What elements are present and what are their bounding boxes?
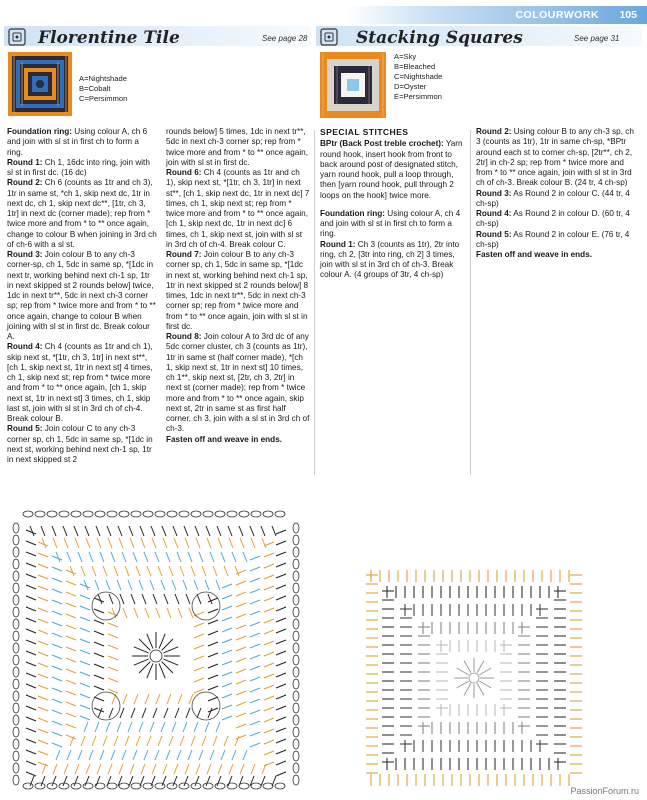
instruction-para: Round 5: As Round 2 in colour E. (76 tr, 4 ch-sp) xyxy=(476,229,630,249)
chapter-title: COLOURWORK xyxy=(515,9,599,21)
page-number: 105 xyxy=(619,9,637,21)
instruction-para: Round 1: Ch 3 (counts as 1tr), 2tr into ring, ch 2, [3tr into ring, ch 2] 3 times, join with sl st in 3rd ch of ch-3. Break colour A. (4 groups of 3tr, 4 ch-sp) xyxy=(320,239,460,280)
right-instructions-col-1 xyxy=(320,127,466,281)
chart-stitch-grid xyxy=(366,570,582,786)
column-divider xyxy=(470,130,471,475)
header-bar xyxy=(347,6,647,24)
legend-item: A=Sky xyxy=(394,52,417,61)
instruction-para: BPtr (Back Post treble crochet): Yarn round hook, insert hook from front to back around post of designated stitch, yarn round hook, pull a loop through, then [yarn round hook, pull through 2 loops on the hook] twice more. xyxy=(320,139,463,200)
stacking-squares-crochet-chart xyxy=(358,562,590,790)
instruction-para: rounds below] 5 times, 1dc in next tr**, 5dc in next ch-3 corner sp; rep from * twice more and from * to ** once again, join with sl st in first dc. xyxy=(166,127,308,167)
stacking-squares-swatch xyxy=(320,52,386,118)
left-see-page: See page 28 xyxy=(262,34,308,43)
instruction-para: Round 5: Join colour C to any ch-3 corner sp, ch 1, 5dc in same sp, *[1dc in next st, working behind next ch-1 sp, 1tr in next skipped st 2 xyxy=(7,424,153,464)
watermark: PassionForum.ru xyxy=(570,786,639,796)
right-color-legend xyxy=(394,52,442,102)
chart-stitch-grid xyxy=(13,511,299,789)
instruction-para: Fasten off and weave in ends. xyxy=(166,434,283,444)
instruction-para: Round 4: Ch 4 (counts as 1tr and ch 1), skip next st, *[1tr, ch 3, 1tr] in next st**, [ch 1, skip next st, 1tr in next st] 4 times, ch 1, skip next st; rep from * twice more and from * to ** once again, [ch 1, skip next st, 1tr in next st] 3 times, ch 1, skip last st, join with sl st in 3rd ch of ch-4. Break colour B. xyxy=(7,342,153,423)
instruction-para: Fasten off and weave in ends. xyxy=(476,250,593,259)
legend-item: C=Persimmon xyxy=(79,94,128,103)
column-divider xyxy=(314,130,315,475)
instruction-para: Round 4: As Round 2 in colour D. (60 tr, 4 ch-sp) xyxy=(476,209,630,229)
left-pattern-title: Florentine Tile xyxy=(38,28,180,48)
legend-item: A=Nightshade xyxy=(79,74,127,83)
instruction-para: Round 1: Ch 1, 16dc into ring, join with sl st in first dc. (16 dc) xyxy=(7,157,150,177)
instruction-para: Foundation ring: Using colour A, ch 6 and join with sl st in first ch to form a ring. xyxy=(7,127,148,157)
special-stitches-heading: SPECIAL STITCHES xyxy=(320,127,409,137)
instruction-para: Round 3: As Round 2 in colour C. (44 tr, 4 ch-sp) xyxy=(476,188,630,208)
left-instructions-col-2 xyxy=(166,127,310,445)
right-pattern-title: Stacking Squares xyxy=(356,28,523,48)
florentine-tile-crochet-chart xyxy=(10,510,302,790)
left-instructions-col-1 xyxy=(7,127,157,465)
granny-square-icon xyxy=(320,28,346,46)
legend-item: E=Persimmon xyxy=(394,92,442,101)
legend-item: B=Cobalt xyxy=(79,84,111,93)
instruction-para: Foundation ring: Using colour A, ch 4 and join with sl st in first ch to form a ring. xyxy=(320,208,461,239)
right-instructions-col-2 xyxy=(476,127,640,260)
granny-square-icon xyxy=(8,28,34,46)
left-color-legend xyxy=(79,74,127,104)
florentine-tile-swatch xyxy=(8,52,72,116)
instruction-para: Round 3: Join colour B to any ch-3 corner-sp, ch 1, 5dc in same sp, *[1dc in next tr, working behind next ch-1 sp, 1tr in next skipped st 2 rounds below] twice, 1dc in next tr**, 5dc in next ch-3 corner sp; rep from * twice more and from * to ** once again, change to colour B when joining with sl st in first dc. Break colour A. xyxy=(7,250,156,341)
instruction-para: Round 2: Using colour B to any ch-3 sp, ch 3 (counts as 1tr), 1tr in same ch-sp, *BPtr around each st to corner ch-sp, [2tr**, ch 2, 2tr] in ch-2 sp; rep from * twice more and from * to ** once again, join with sl st in 3rd ch of ch-3. Break colour B. (24 tr, 4 ch-sp) xyxy=(476,127,634,188)
legend-item: B=Bleached xyxy=(394,62,436,71)
instruction-para: Round 7: Join colour B to any ch-3 corner sp, ch 1, 5dc in same sp, *[1dc in next st, working behind next ch-1 sp, 1tr in next skipped st 2 rounds below] 8 times, 1dc in next tr**, 5dc in next ch-3 corner sp; rep from * twice more and from * to ** once again, join with sl st in first dc. xyxy=(166,250,308,331)
instruction-para: Round 8: Join colour A to 3rd dc of any 5dc corner cluster, ch 3 (counts as 1tr), 1tr in same st (half corner made), *[ch 1, skip next st, 1tr in next st] 10 times, ch 1**, skip next st, [2tr, ch 3, 2tr] in next st (corner made); rep from * twice more and from * to ** once again, skip next st, 2tr in same st as first half corner, ch 3, join with a sl st in 3rd ch of ch-3. xyxy=(166,332,310,434)
legend-item: D=Oyster xyxy=(394,82,427,91)
instruction-para: Round 2: Ch 6 (counts as 1tr and ch 3), 1tr in same st, *ch 1, skip next dc, 1tr in next dc, ch 1, skip next dc**, [1tr, ch 3, 1tr] in next dc (corner made); rep from * twice more and from * to ** once again, change to colour B when joining in 3rd ch of ch-6 with a sl st. xyxy=(7,178,157,249)
legend-item: C=Nightshade xyxy=(394,72,443,81)
instruction-para: Round 6: Ch 4 (counts as 1tr and ch 1), skip next st, *[1tr, ch 3, 1tr] in next st**, [ch 1, skip next dc, 1tr in next dc] 7 times, ch 1, skip next st; rep from * twice more and from * to ** once again, [ch 1, skip next dc, 1tr in next dc] 6 times, ch 1, skip next st, join with sl st in 3rd ch of ch-4. Break colour C. xyxy=(166,168,310,249)
page-header xyxy=(0,0,647,26)
right-see-page: See page 31 xyxy=(574,34,620,43)
